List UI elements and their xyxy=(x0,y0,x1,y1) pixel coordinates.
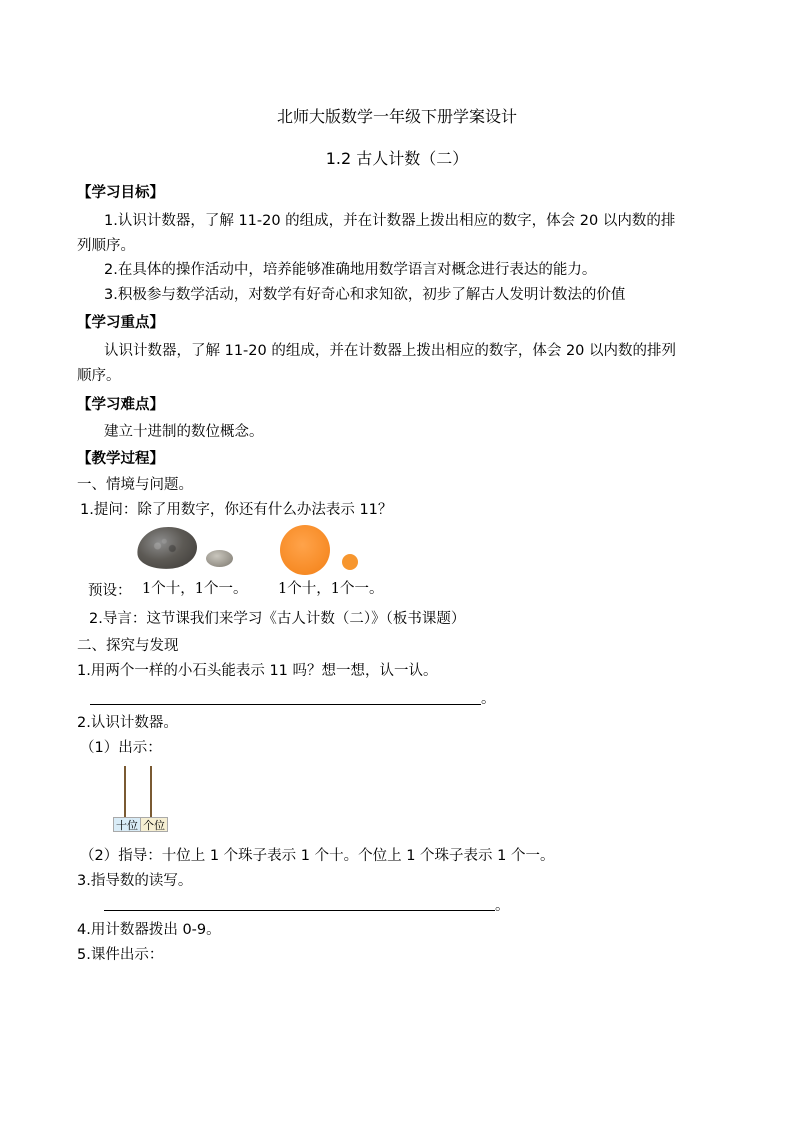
part1-question-2: 2.导言：这节课我们来学习《古人计数（二）》（板书课题） xyxy=(89,611,466,627)
key-points-heading: 【学习重点】 xyxy=(77,315,164,331)
part2-step-1: 1.用两个一样的小石头能表示 11 吗？想一想，认一认。 xyxy=(77,663,438,679)
page-subtitle: 1.2 古人计数（二） xyxy=(325,149,469,168)
abacus-rod-ten xyxy=(124,766,126,818)
preset-label: 预设： xyxy=(88,583,132,599)
goal-item-1-cont: 列顺序。 xyxy=(77,238,135,254)
goal-item-1: 1.认识计数器，了解 11-20 的组成，并在计数器上拨出相应的数字，体会 20 以内数的排 xyxy=(104,213,676,229)
part2-step-2a: （1）出示： xyxy=(80,740,162,756)
goals-heading: 【学习目标】 xyxy=(77,185,164,201)
goal-item-2: 2.在具体的操作活动中，培养能够准确地用数学语言对概念进行表达的能力。 xyxy=(104,262,597,278)
difficulty-heading: 【学习难点】 xyxy=(77,397,164,413)
small-orange-circle xyxy=(342,554,358,570)
answer-line-2[interactable] xyxy=(104,910,495,911)
answer-line-1-end: 。 xyxy=(481,691,496,707)
part2-step-4: 4.用计数器拨出 0-9。 xyxy=(77,922,221,938)
part2-step-3: 3.指导数的读写。 xyxy=(77,873,193,889)
part1-heading: 一、情境与问题。 xyxy=(77,477,193,493)
abacus-one-label: 个位 xyxy=(141,817,168,832)
goal-item-3: 3.积极参与数学活动，对数学有好奇心和求知欲，初步了解古人发明计数法的价值 xyxy=(104,287,626,303)
part1-question-1: 1.提问：除了用数字，你还有什么办法表示 11？ xyxy=(80,502,393,518)
big-stone-image xyxy=(135,524,199,572)
part2-step-2b: （2）指导：十位上 1 个珠子表示 1 个十。个位上 1 个珠子表示 1 个一。 xyxy=(80,848,555,864)
part2-step-5: 5.课件出示： xyxy=(77,947,164,963)
caption-circles: 1个十，1个一。 xyxy=(278,581,384,597)
small-stone-image xyxy=(206,550,233,567)
key-points-text: 认识计数器，了解 11-20 的组成，并在计数器上拨出相应的数字，体会 20 以内数的排列 xyxy=(104,343,677,359)
big-orange-circle xyxy=(280,525,330,575)
process-heading: 【教学过程】 xyxy=(77,451,164,467)
abacus-base xyxy=(113,817,168,832)
page-title: 北师大版数学一年级下册学案设计 xyxy=(276,107,517,126)
part2-step-2: 2.认识计数器。 xyxy=(77,715,178,731)
part2-heading: 二、探究与发现 xyxy=(77,638,179,654)
difficulty-text: 建立十进制的数位概念。 xyxy=(104,424,264,440)
abacus-ten-label: 十位 xyxy=(113,817,141,832)
abacus-rod-one xyxy=(150,766,152,818)
key-points-text-cont: 顺序。 xyxy=(77,368,121,384)
answer-line-1[interactable] xyxy=(90,704,481,705)
answer-line-2-end: 。 xyxy=(495,898,510,914)
caption-stones: 1个十，1个一。 xyxy=(142,581,248,597)
